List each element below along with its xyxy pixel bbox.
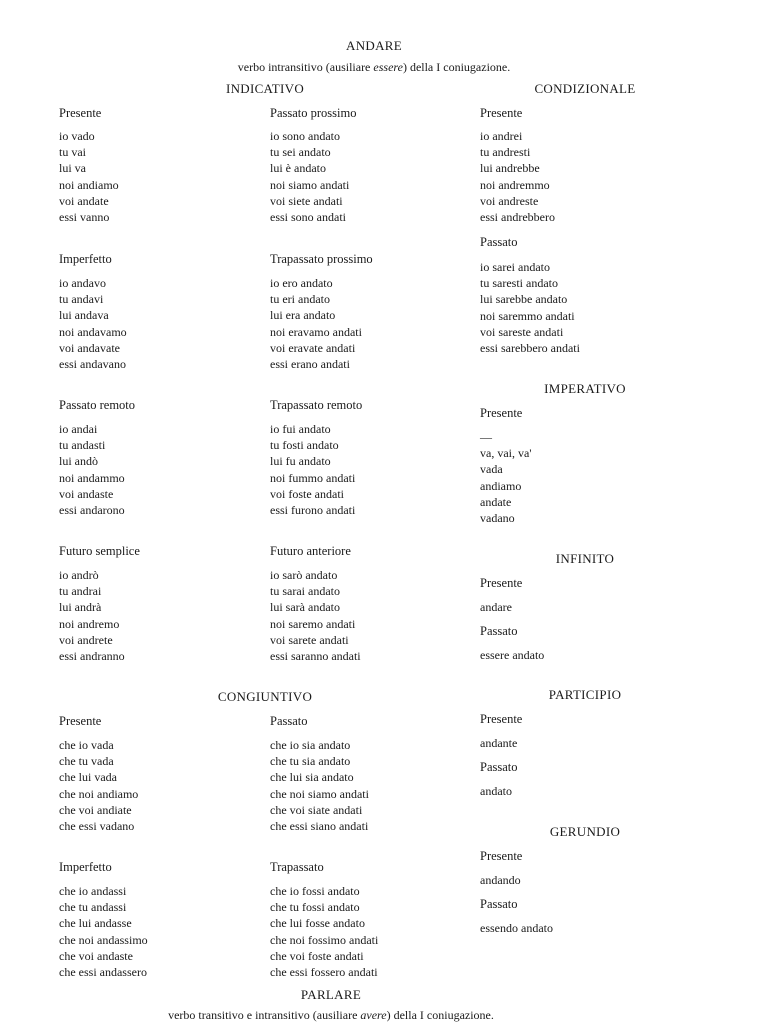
form: che tu fossi andato	[270, 900, 360, 915]
form: che lui vada	[59, 770, 117, 785]
form: lui va	[59, 161, 86, 176]
conjugation-block-congiuntivo-presente	[59, 737, 138, 834]
conjugation-block-condizionale-passato	[480, 259, 580, 356]
conjugation-block-indicativo-passato-remoto	[59, 421, 125, 518]
form: noi andiamo	[59, 177, 119, 192]
mood-heading-infinito: INFINITO	[555, 551, 615, 566]
form: che noi andassimo	[59, 932, 148, 947]
form: che voi siate andati	[270, 802, 363, 817]
form: andare	[480, 600, 512, 614]
tense-label: Futuro semplice	[59, 544, 140, 558]
form: che lui andasse	[59, 916, 132, 931]
form: andate	[480, 494, 512, 509]
subtitle-auxiliary: essere	[373, 60, 403, 74]
form: voi andate	[59, 193, 109, 208]
form: lui sarebbe andato	[480, 292, 568, 307]
mood-heading-imperativo: IMPERATIVO	[544, 381, 626, 396]
form: che io andassi	[59, 884, 127, 898]
form: tu andresti	[480, 145, 531, 160]
form: tu saresti andato	[480, 276, 558, 291]
mood-heading-congiuntivo: CONGIUNTIVO	[217, 689, 313, 704]
form: io fui andato	[270, 422, 331, 436]
form: noi siamo andati	[270, 177, 350, 192]
form: essi sono andati	[270, 209, 346, 224]
form: io andavo	[59, 276, 106, 290]
form: tu andavi	[59, 292, 104, 307]
form: che io sia andato	[270, 738, 351, 752]
tense-label: Trapassato	[270, 860, 324, 874]
tense-label: Presente	[480, 406, 523, 420]
form: lui sarà andato	[270, 600, 340, 615]
form: essi andarono	[59, 502, 125, 517]
conjugation-block-imperativo-presente	[480, 429, 531, 526]
form: voi andrete	[59, 632, 113, 647]
subtitle-text: ) della I coniugazione.	[386, 1008, 494, 1022]
form: noi andremmo	[480, 177, 550, 192]
form: noi saremo andati	[270, 616, 356, 631]
form: che tu sia andato	[270, 754, 351, 769]
form: va, vai, va'	[480, 446, 532, 461]
tense-label: Passato remoto	[59, 398, 136, 412]
form: andante	[480, 736, 518, 750]
form: tu fosti andato	[270, 438, 339, 453]
conjugation-block-indicativo-passato-prossimo	[270, 128, 349, 225]
form: essi andranno	[59, 648, 125, 663]
form: —	[480, 430, 492, 444]
form: essi andrebbero	[480, 209, 555, 224]
tense-label: Passato	[480, 897, 518, 911]
conjugation-block-indicativo-trapassato-remoto	[270, 421, 355, 518]
form: voi foste andati	[270, 486, 344, 501]
form: che voi andaste	[59, 948, 133, 963]
form: andando	[480, 873, 521, 887]
form: che noi andiamo	[59, 786, 139, 801]
form: che io vada	[59, 738, 114, 752]
form: che tu vada	[59, 754, 114, 769]
verb-subtitle-parlare	[168, 1008, 494, 1023]
form: essi andavano	[59, 356, 126, 371]
tense-label: Passato	[270, 714, 308, 728]
subtitle-text: ) della I coniugazione.	[402, 60, 511, 74]
form: tu andasti	[59, 438, 106, 453]
form: essi furono andati	[270, 502, 356, 517]
tense-label: Trapassato prossimo	[270, 252, 373, 266]
form: che voi foste andati	[270, 948, 364, 963]
conjugation-block-indicativo-imperfetto	[59, 275, 127, 372]
form: andato	[480, 784, 512, 798]
form: noi andammo	[59, 470, 125, 485]
form: lui andrebbe	[480, 161, 540, 176]
tense-label: Passato prossimo	[270, 106, 357, 120]
form: che lui fosse andato	[270, 916, 365, 931]
tense-label: Imperfetto	[59, 252, 112, 266]
form: essi sarebbero andati	[480, 340, 580, 355]
form: io andrei	[480, 129, 523, 143]
form: noi andavamo	[59, 324, 127, 339]
form: voi sarete andati	[270, 632, 349, 647]
subtitle-text: verbo transitivo e intransitivo (ausiliare	[168, 1008, 361, 1022]
form: che io fossi andato	[270, 884, 360, 898]
mood-heading-condizionale: CONDIZIONALE	[534, 81, 636, 96]
form: tu sarai andato	[270, 584, 340, 599]
form: che essi siano andati	[270, 818, 369, 833]
conjugation-block-indicativo-trapassato-prossimo	[270, 275, 362, 372]
tense-label: Presente	[480, 106, 523, 120]
form: che noi fossimo andati	[270, 932, 379, 947]
conjugation-block-congiuntivo-trapassato	[270, 883, 378, 980]
tense-label: Passato	[480, 624, 518, 638]
subtitle-auxiliary: avere	[360, 1008, 387, 1022]
form: voi andaste	[59, 486, 114, 501]
form: tu vai	[59, 145, 86, 160]
form: lui era andato	[270, 308, 336, 323]
tense-label: Passato	[480, 760, 518, 774]
form: lui andrà	[59, 600, 102, 615]
form: che lui sia andato	[270, 770, 354, 785]
form: che voi andiate	[59, 802, 132, 817]
form: che tu andassi	[59, 900, 127, 915]
form: vada	[480, 462, 503, 477]
form: lui è andato	[270, 161, 326, 176]
form: io sono andato	[270, 129, 340, 143]
form: che noi siamo andati	[270, 786, 369, 801]
form: voi sareste andati	[480, 324, 564, 339]
mood-heading-participio: PARTICIPIO	[548, 687, 622, 702]
verb-title-andare: ANDARE	[346, 38, 402, 53]
tense-label: Imperfetto	[59, 860, 112, 874]
form: lui andò	[59, 454, 98, 469]
form: essi saranno andati	[270, 648, 361, 663]
tense-label: Passato	[480, 235, 518, 249]
tense-label: Presente	[480, 849, 523, 863]
conjugation-block-congiuntivo-imperfetto	[59, 883, 148, 980]
tense-label: Presente	[480, 712, 523, 726]
subtitle-text: verbo intransitivo (ausiliare	[237, 60, 374, 74]
form: che essi fossero andati	[270, 964, 378, 979]
form: che essi vadano	[59, 818, 135, 833]
form: voi siete andati	[270, 193, 343, 208]
form: io ero andato	[270, 276, 333, 290]
form: io vado	[59, 129, 95, 143]
form: essi vanno	[59, 209, 110, 224]
form: andiamo	[480, 478, 522, 493]
conjugation-block-indicativo-futuro-anteriore	[270, 567, 361, 664]
conjugation-block-congiuntivo-passato	[270, 737, 369, 834]
conjugation-block-indicativo-presente	[59, 128, 119, 225]
tense-label: Presente	[480, 576, 523, 590]
form: io sarei andato	[480, 260, 550, 274]
form: tu eri andato	[270, 292, 330, 307]
form: io sarò andato	[270, 568, 338, 582]
mood-heading-gerundio: GERUNDIO	[549, 824, 621, 839]
tense-label: Futuro anteriore	[270, 544, 351, 558]
verb-subtitle-andare	[238, 60, 510, 75]
form: essi erano andati	[270, 356, 350, 371]
form: noi fummo andati	[270, 470, 356, 485]
form: lui andava	[59, 308, 109, 323]
form: lui fu andato	[270, 454, 331, 469]
form: tu andrai	[59, 584, 102, 599]
tense-label: Presente	[59, 714, 102, 728]
form: io andrò	[59, 568, 99, 582]
form: noi eravamo andati	[270, 324, 362, 339]
form: tu sei andato	[270, 145, 331, 160]
form: noi andremo	[59, 616, 120, 631]
form: voi eravate andati	[270, 340, 356, 355]
conjugation-block-condizionale-presente	[480, 128, 555, 225]
form: voi andavate	[59, 340, 120, 355]
form: voi andreste	[480, 193, 539, 208]
form: essendo andato	[480, 921, 553, 935]
verb-title-parlare: PARLARE	[300, 987, 362, 1002]
conjugation-block-indicativo-futuro-semplice	[59, 567, 125, 664]
mood-heading-indicativo: INDICATIVO	[225, 81, 305, 96]
form: noi saremmo andati	[480, 308, 575, 323]
form: essere andato	[480, 648, 545, 662]
form: vadano	[480, 510, 515, 525]
form: io andai	[59, 422, 98, 436]
tense-label: Presente	[59, 106, 102, 120]
form: che essi andassero	[59, 964, 147, 979]
tense-label: Trapassato remoto	[270, 398, 363, 412]
